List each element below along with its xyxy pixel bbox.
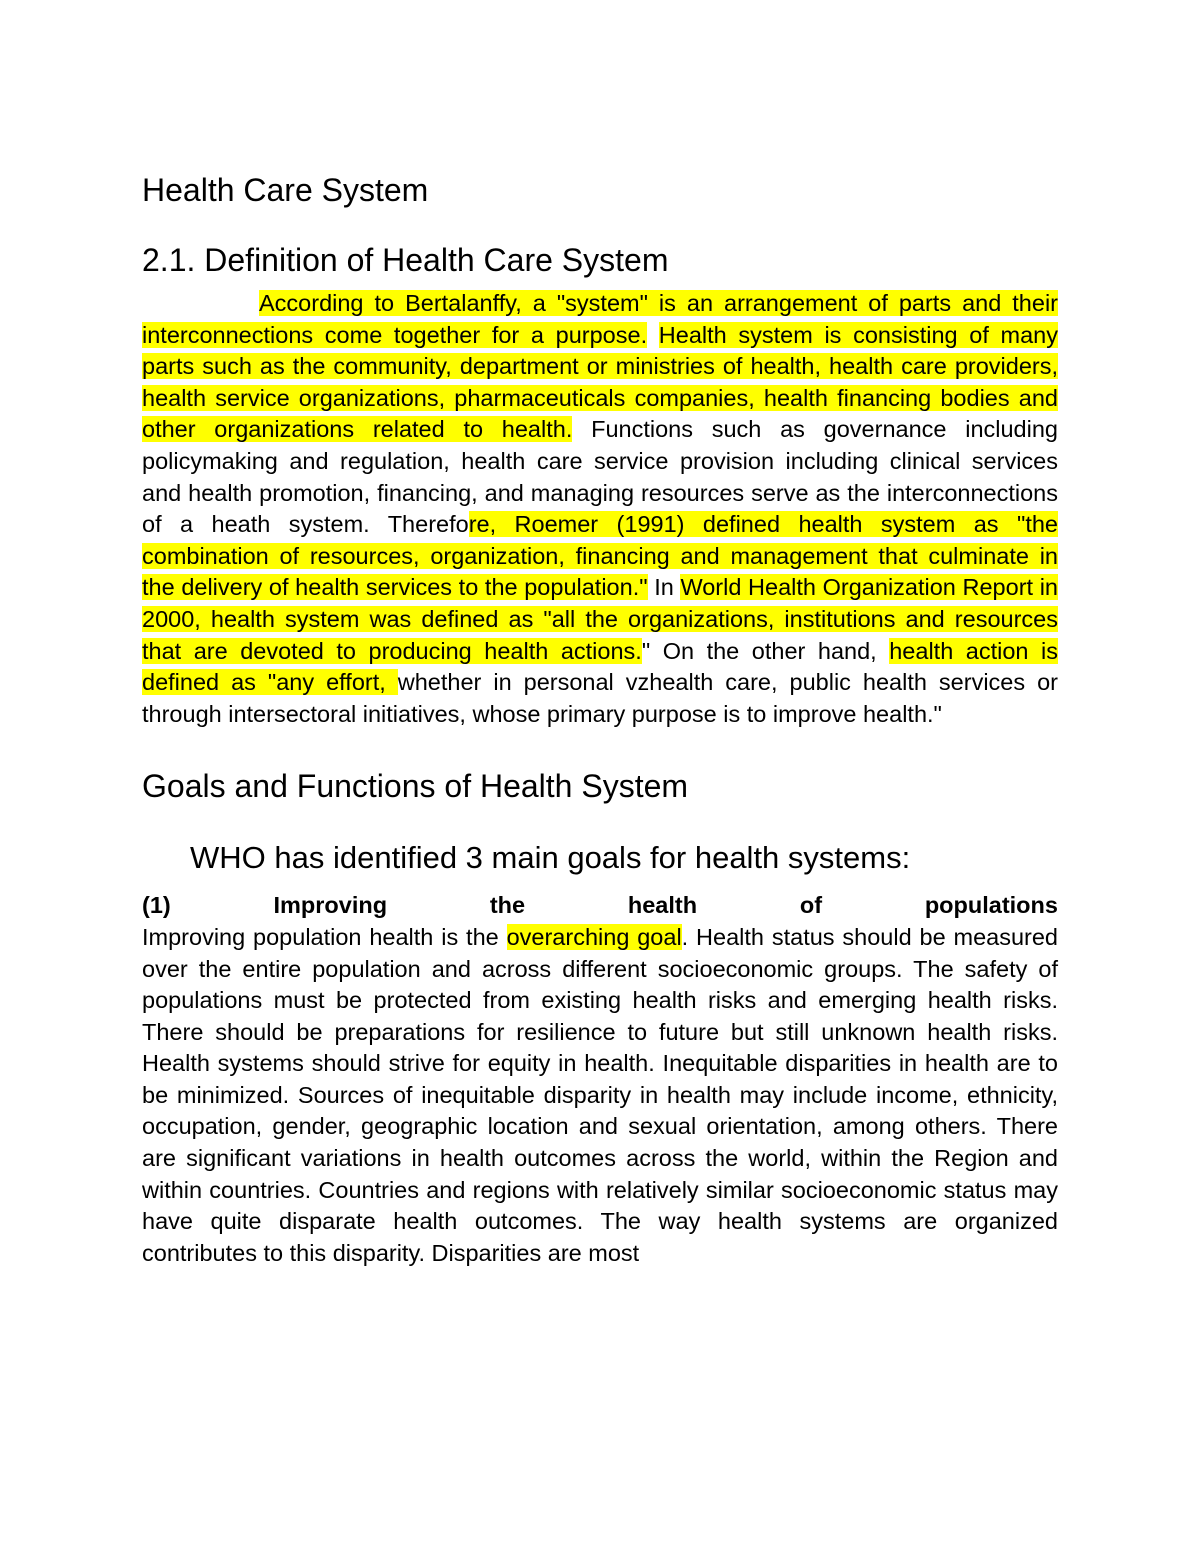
goal-1-word: populations (924, 892, 1058, 919)
text-health-status: . Health status should be measured over the entire population and across different socioeconomic groups. The safety of populations must be protected from existing health risks and emerging health risks. There should be preparations for resilience to future but still unknown health risks. Health systems should strive for equity in health. Inequitable disparities in health are to be minimized. Sources of inequitable disparity in health may include income, ethnicity, occupation, gender, geographic location and sexual orientation, among others. There are significant variations in health outcomes across the world, within the Region and within countries. Countries and regions with relatively similar socioeconomic status may have quite disparate health outcomes. The way health systems are organized contributes to this disparity. Disparities are most (142, 923, 1058, 1266)
definition-paragraph (142, 288, 1058, 730)
text-other-hand: " On the other hand, (641, 637, 890, 664)
goal-1-paragraph (142, 922, 1058, 1270)
text-in: In (647, 574, 681, 601)
highlight-overarching-goal: overarching goal (506, 923, 682, 950)
text-gap (647, 322, 659, 348)
goal-1-word: of (799, 892, 823, 919)
document-title: Health Care System (142, 172, 429, 208)
who-goals-subheading: WHO has identified 3 main goals for health systems: (190, 840, 911, 876)
goal-1-word: the (489, 892, 526, 919)
goal-1-word: Improving (273, 892, 388, 919)
highlight-period: . (565, 416, 573, 443)
section-heading-goals: Goals and Functions of Health System (142, 768, 689, 805)
text-functions: Functions such as governance including policymaking and regulation, health care service provision including clinical services and health promotion, financing, and managing resources serve as the interconnections of a heath system. Therefo (142, 416, 1058, 538)
goal-1-word: health (627, 892, 698, 919)
text-improving: Improving population health is the (142, 923, 507, 950)
goal-1-word: (1) (142, 892, 171, 919)
section-heading-definition: 2.1. Definition of Health Care System (142, 242, 669, 278)
highlight-health-action: health action is defined as "any effort, (142, 637, 1059, 696)
highlight-who-report: World Health Organization Report in 2000, health system was defined as "all the organizations, institutions and resources that are devoted to producing health actions. (142, 574, 1058, 664)
document-page (142, 168, 1058, 1269)
highlight-bertalanffy: According to Bertalanffy, a "system" is an arrangement of parts and their interconnections come together for a purpose. (142, 290, 1058, 348)
text-personal-care: whether in personal vzhealth care, public health services or through intersectoral initiatives, whose primary purpose is to improve health." (142, 669, 1058, 727)
highlight-roemer: re, Roemer (1991) defined health system as "the combination of resources, organization, financing and management that culminate in the delivery of health services to the population." (142, 511, 1058, 601)
goal-1-heading (142, 890, 1058, 922)
highlight-health-system-parts: Health system is consisting of many parts such as the community, department or ministries of health, health care providers, health service organizations, pharmaceuticals companies, health financing bodies and other organizations related to health (142, 321, 1058, 443)
